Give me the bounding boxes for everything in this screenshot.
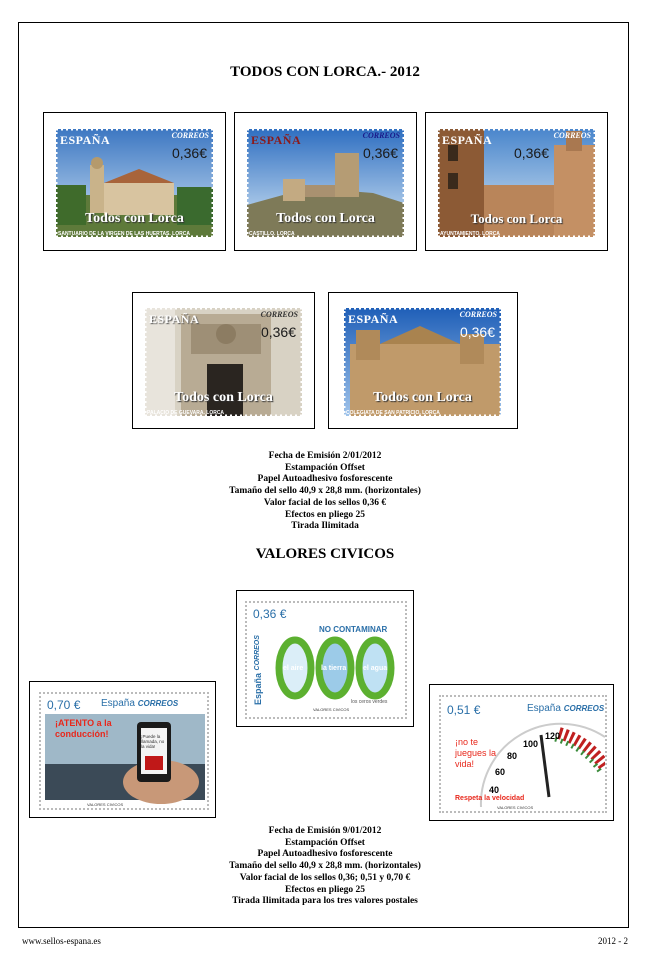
stamp-value: 0,36€ — [362, 145, 398, 161]
stamp-legend: Todos con Lorca — [470, 211, 563, 226]
stamp-mount-atento — [29, 681, 216, 818]
correos-logo: CORREOS — [459, 310, 497, 319]
stamp-no-contaminar — [245, 601, 407, 719]
issue-sheet: Efectos en pliego 25 — [285, 509, 365, 520]
issue-details-valores-civicos — [0, 826, 650, 908]
stamp-footer-text: Respeta la velocidad — [455, 795, 525, 802]
stamp-series: VALORES CIVICOS — [313, 707, 350, 712]
stamp-series: VALORES CIVICOS — [87, 802, 124, 807]
issue-face-value: Valor facial de los sellos 0,36; 0,51 y 0,70 € — [239, 872, 411, 883]
stamp-value: 0,36€ — [459, 324, 495, 340]
stamp-subtitle: los ceros verdes — [351, 699, 388, 705]
stamp-country: ESPAÑA — [149, 312, 200, 326]
stamp-value: 0,70 € — [47, 698, 81, 712]
stamp-country: España CORREOS — [527, 703, 605, 714]
stamp-country: ESPAÑA — [60, 133, 111, 147]
issue-sheet: Efectos en pliego 25 — [285, 884, 365, 895]
stamp-legend: Todos con Lorca — [276, 211, 375, 226]
gauge-tick-60: 60 — [495, 767, 506, 777]
stamp-series: VALORES CIVICOS — [497, 805, 534, 810]
issue-paper: Papel Autoadhesivo fosforescente — [257, 849, 393, 860]
stamp-mount-velocidad — [429, 684, 614, 821]
footer-page-number: 2012 - 2 — [598, 936, 628, 946]
issue-print-run: Tirada Ilimitada — [291, 521, 359, 532]
stamp-headline: NO CONTAMINAR — [319, 625, 388, 634]
issue-printing: Estampación Offset — [285, 462, 365, 473]
stamp-ayuntamiento — [434, 125, 599, 241]
gauge-tick-40: 40 — [489, 785, 500, 795]
stamp-value: 0,51 € — [447, 703, 481, 717]
stamp-mount-no-contaminar — [236, 590, 414, 727]
gauge-tick-120: 120 — [545, 731, 561, 741]
correos-logo: CORREOS — [171, 131, 209, 140]
issue-date: Fecha de Emisión 2/01/2012 — [268, 451, 382, 461]
stamp-country: ESPAÑA — [348, 312, 399, 326]
stamp-country: ESPAÑA — [251, 133, 302, 147]
correos-logo: CORREOS — [553, 131, 591, 140]
issue-face-value: Valor facial de los sellos 0,36 € — [263, 497, 387, 508]
stamp-value: 0,36€ — [171, 145, 207, 161]
stamp-country: España CORREOS — [253, 635, 263, 705]
stamp-legend: Todos con Lorca — [174, 390, 273, 405]
stamp-palacio — [141, 304, 306, 420]
stamp-caption: AYUNTAMIENTO. LORCA — [440, 231, 500, 237]
phone-text: ¡Puede la llamada, no la vida! — [141, 734, 165, 749]
issue-details-lorca — [0, 451, 650, 533]
gauge-tick-80: 80 — [507, 751, 518, 761]
stamp-country: ESPAÑA — [442, 133, 493, 147]
stamp-mount-castillo — [234, 112, 417, 251]
stamp-mount-ayuntamiento — [425, 112, 608, 251]
issue-printing: Estampación Offset — [285, 837, 365, 848]
circle-label-earth: la tierra — [321, 665, 347, 672]
stamp-colegiata — [340, 304, 505, 420]
stamp-velocidad — [439, 695, 607, 813]
stamp-caption: COLEGIATA DE SAN PATRICIO. LORCA — [346, 410, 440, 416]
stamp-caption: CASTILLO. LORCA — [249, 231, 295, 237]
stamp-value: 0,36€ — [260, 324, 296, 340]
stamp-atento — [39, 692, 209, 810]
section-title-lorca: TODOS CON LORCA.- 2012 — [230, 64, 420, 80]
issue-date: Fecha de Emisión 9/01/2012 — [268, 826, 382, 836]
issue-print-run: Tirada Ilimitada para los tres valores postales — [232, 896, 418, 907]
stamp-value: 0,36€ — [513, 145, 549, 161]
stamp-caption: PALACIO DE GUEVARA. LORCA — [147, 410, 225, 416]
circle-label-air: el aire — [283, 665, 304, 672]
issue-paper: Papel Autoadhesivo fosforescente — [257, 474, 393, 485]
issue-size: Tamaño del sello 40,9 x 28,8 mm. (horizontales) — [229, 861, 421, 872]
stamp-legend: Todos con Lorca — [373, 390, 472, 405]
driving-artwork — [41, 694, 209, 810]
stamp-value: 0,36 € — [253, 607, 287, 621]
correos-logo: CORREOS — [260, 310, 298, 319]
issue-size: Tamaño del sello 40,9 x 28,8 mm. (horizontales) — [229, 486, 421, 497]
stamp-mount-palacio — [132, 292, 315, 429]
stamp-caption: SANTUARIO DE LA VIRGEN DE LAS HUERTAS. LORCA — [58, 231, 190, 237]
correos-logo: CORREOS — [362, 131, 400, 140]
stamp-legend: Todos con Lorca — [85, 211, 184, 226]
stamp-mount-colegiata — [328, 292, 518, 429]
stamp-country: España CORREOS — [101, 698, 179, 709]
stamp-headline: ¡no te juegues la vida! — [455, 737, 497, 769]
circle-label-water: el agua — [363, 665, 388, 672]
stamp-castillo — [243, 125, 408, 241]
gauge-tick-100: 100 — [523, 739, 539, 749]
footer-website[interactable]: www.sellos-espana.es — [22, 936, 101, 946]
stamp-mount-santuario — [43, 112, 226, 251]
stamp-headline: ¡ATENTO a la conducción! — [55, 718, 112, 739]
stamp-santuario — [52, 125, 217, 241]
section-title-valores-civicos: VALORES CIVICOS — [255, 546, 395, 562]
